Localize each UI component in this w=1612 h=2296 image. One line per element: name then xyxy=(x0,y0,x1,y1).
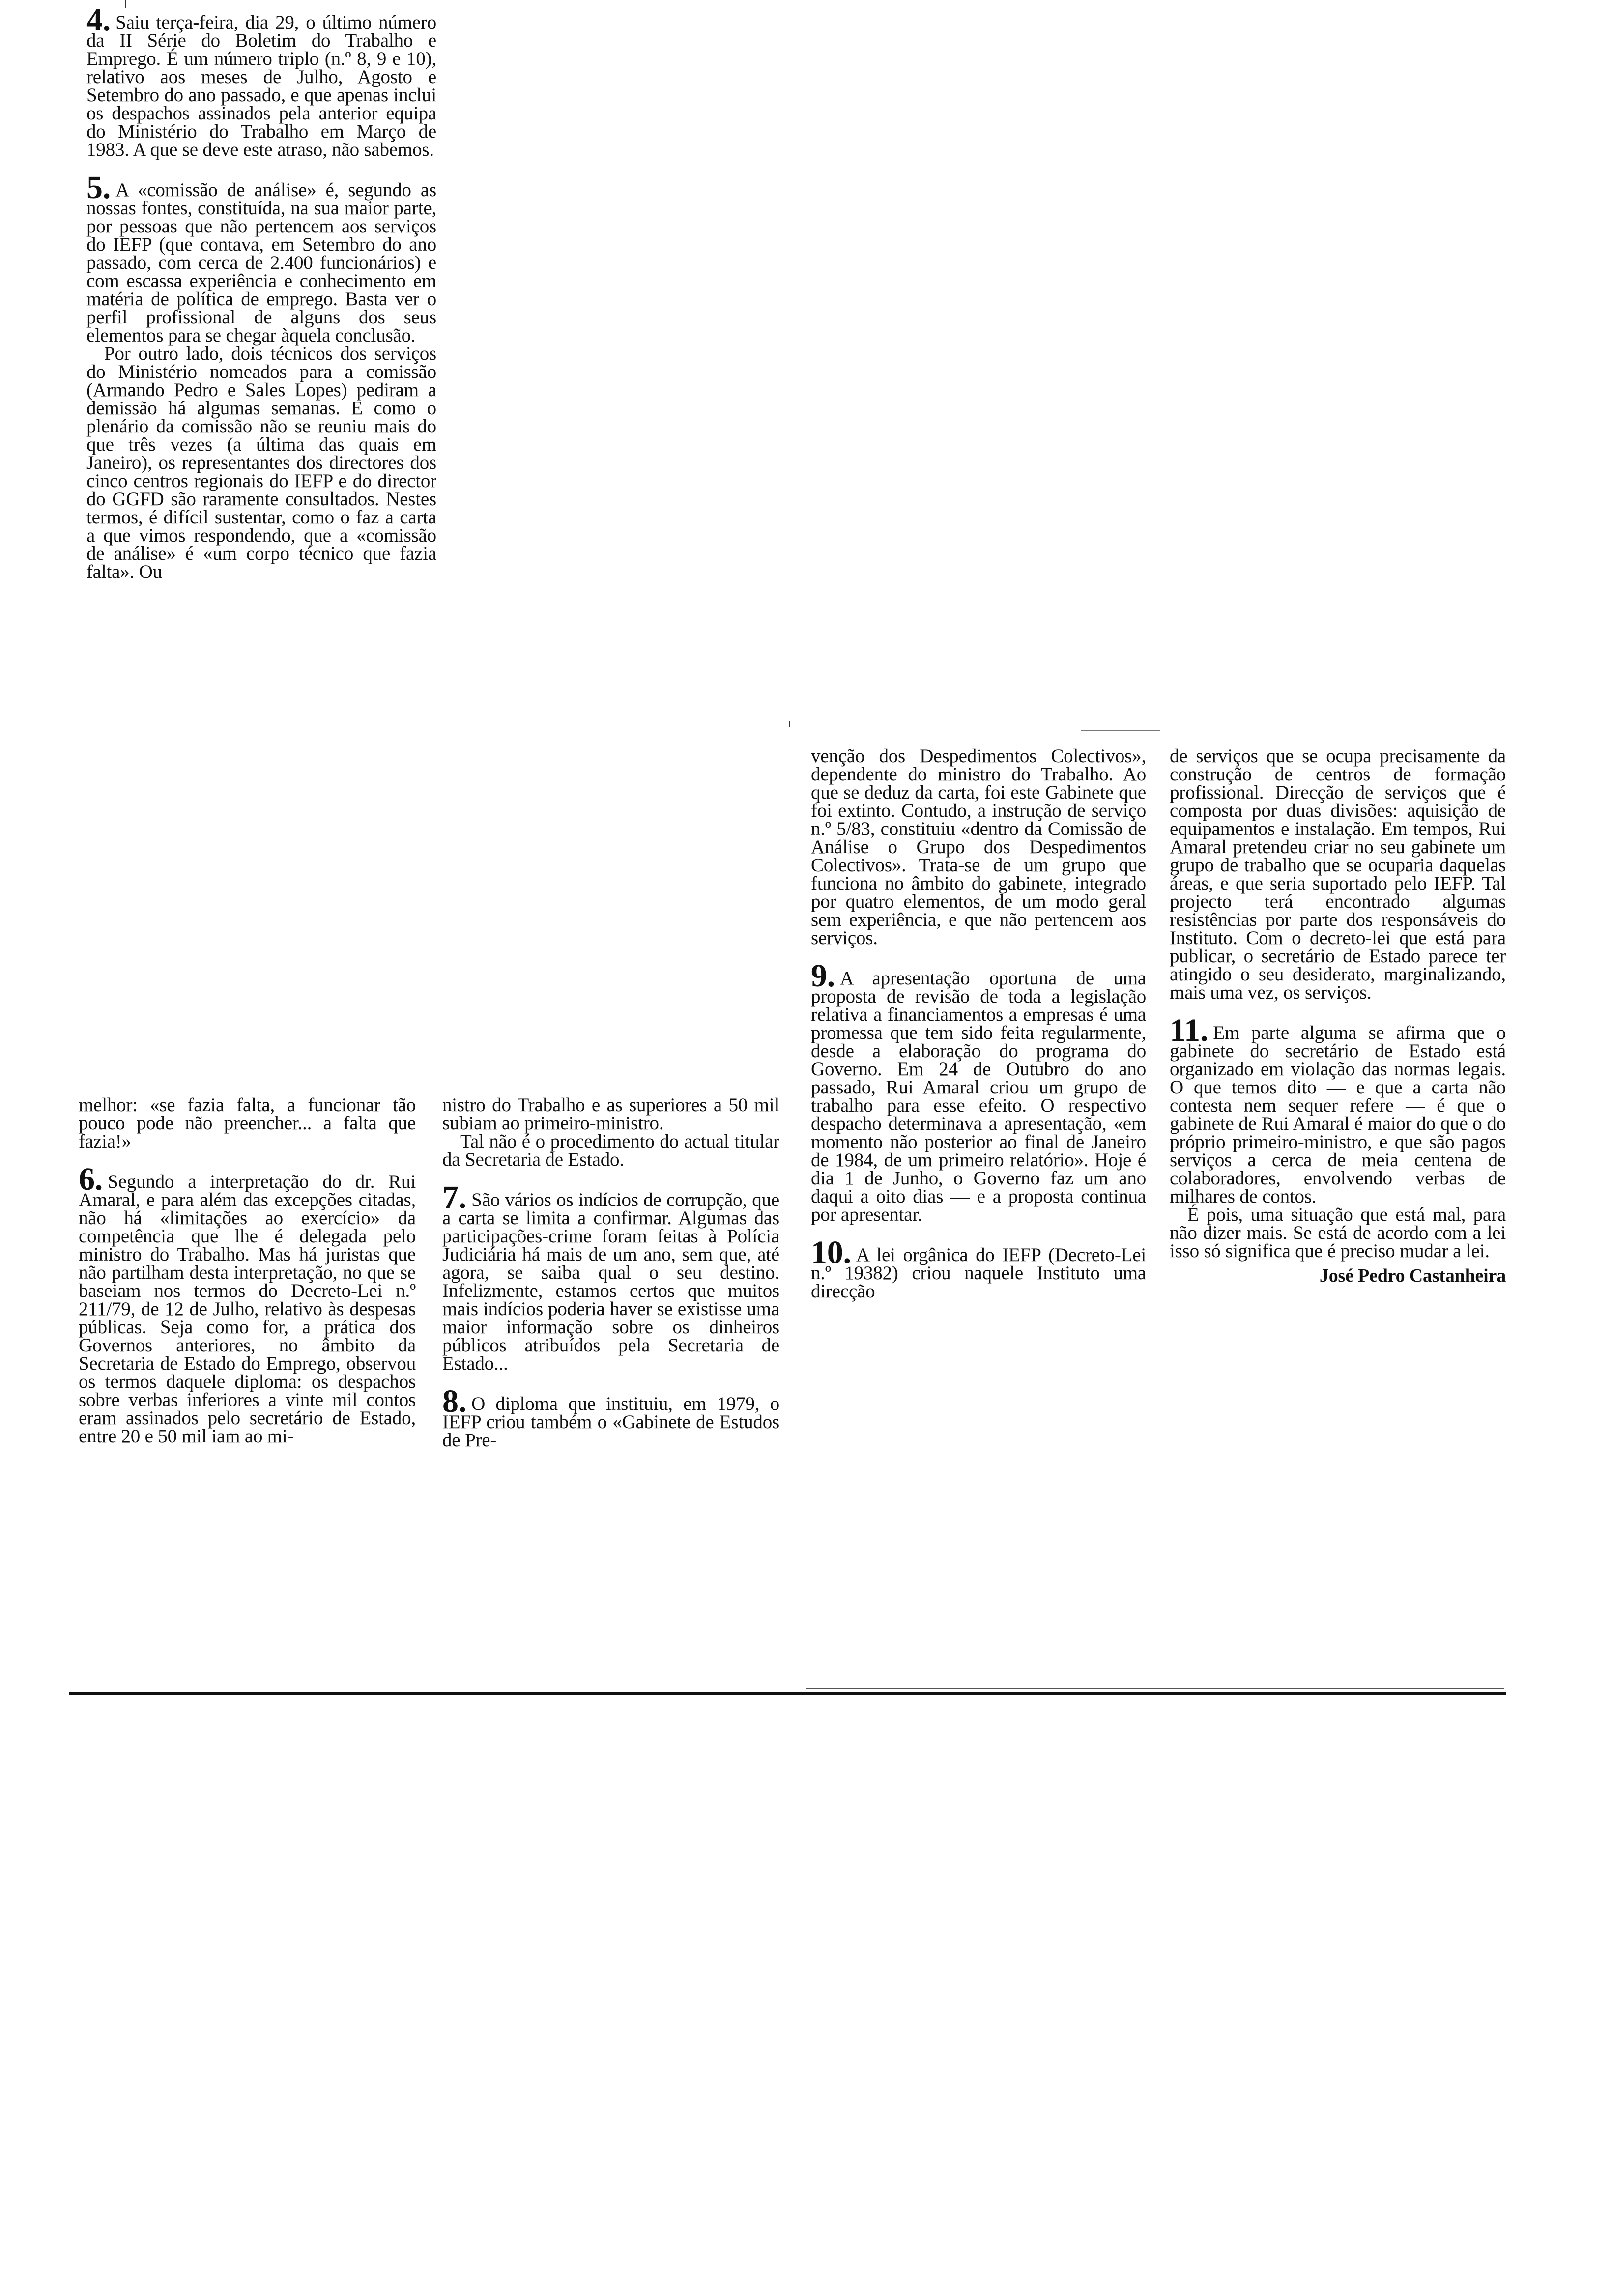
section-9 xyxy=(811,958,1146,1225)
continued-paragraph: de serviços que se ocupa precisamente da construção de centros de formação profissional. Direcção de serviços que é composta por duas divisões: aquisição de equipamentos e instalação. Em tempos, Rui Amaral pretendeu criar no seu gabinete um grupo de trabalho que se ocuparia daquelas áreas, e que seria suportado pelo IEFP. Tal projecto terá encontrado algumas resistências por parte dos responsáveis do Instituto. Com o decreto-lei que está para publicar, o secretário de Estado parece ter atingido o seu desiderato, marginalizando, mais uma vez, os serviços. xyxy=(1170,746,1506,1003)
section-text: O diploma que instituiu, em 1979, o IEFP criou também o «Gabinete de Estudos de Pre- xyxy=(442,1393,779,1451)
section-number: 7. xyxy=(442,1179,467,1215)
column-3 xyxy=(811,747,1146,1300)
section-number: 8. xyxy=(442,1383,467,1419)
section-number: 4. xyxy=(86,2,111,38)
section-6 xyxy=(79,1161,416,1447)
section-text: A apresentação oportuna de uma proposta de revisão de toda a legislação relativa a financiamentos a empresas é uma promessa que tem sido feita regularmente, desde a elaboração do programa do Governo. Em 24 de Outubro do ano passado, Rui Amaral criou um grupo de trabalho para esse efeito. O respectivo despacho determinava a apresentação, «em momento não posterior ao final de Janeiro de 1984, de um primeiro relatório». Hoje é dia 1 de Junho, o Governo faz um ano daqui a oito dias — e a proposta continua por apresentar. xyxy=(811,968,1146,1225)
section-paragraph xyxy=(86,170,436,346)
author-signature: José Pedro Castanheira xyxy=(1319,1265,1506,1286)
top-rule xyxy=(806,1688,1504,1689)
section-11 xyxy=(1170,1012,1506,1207)
section-number: 6. xyxy=(79,1161,103,1197)
bottom-rule xyxy=(69,1692,1506,1695)
section-text: A «comissão de análise» é, segundo as nossas fontes, constituída, na sua maior parte, por pessoas que não pertencem aos serviços do IEFP (que contava, em Setembro do ano passado, com cerca de 2.400 funcionários) e com escassa experiência e conhecimento em matéria de política de emprego. Basta ver o perfil profissional de alguns dos seus elementos para se chegar àquela conclusão. xyxy=(86,179,436,346)
print-mark xyxy=(125,0,126,8)
section-text: Segundo a interpretação do dr. Rui Amaral, e para além das excepções citadas, não há «limitações ao exercício» da competência que lhe é delegada pelo ministro do Trabalho. Mas há juristas que não partilham desta interpretação, no que se baseiam nos termos do Decreto-Lei n.º 211/79, de 12 de Julho, relativo às despesas públicas. Seja como for, a prática dos Governos anteriores, no âmbito da Secretaria de Estado do Emprego, observou os termos daquele diploma: os despachos sobre verbas inferiores a vinte mil contos eram assinados pelo secretário de Estado, entre 20 e 50 mil iam ao mi- xyxy=(79,1171,416,1447)
section-number: 10. xyxy=(811,1234,851,1270)
section-number: 11. xyxy=(1170,1012,1209,1048)
print-mark xyxy=(789,721,790,727)
continued-paragraph: nistro do Trabalho e as superiores a 50 mil subiam ao primeiro-ministro. xyxy=(442,1094,779,1134)
section-text: São vários os indícios de corrupção, que a carta se limita a confirmar. Algumas das participações-crime foram feitas à Polícia Judiciária há mais de um ano, sem que, até agora, se saiba qual o seu destino. Infelizmente, estamos certos que muitos mais indícios poderia haver se existisse uma maior informação sobre os dinheiros públicos atribuídos pela Secretaria de Estado... xyxy=(442,1189,779,1374)
section-7 xyxy=(442,1179,779,1374)
section-text: Saiu terça-feira, dia 29, o último número da II Série do Boletim do Trabalho e Emprego. É um número triplo (n.º 8, 9 e 10), relativo aos meses de Julho, Agosto e Setembro do ano passado, e que apenas inclui os despachos assinados pela anterior equipa do Ministério do Trabalho em Março de 1983. A que se deve este atraso, não sabemos. xyxy=(86,12,436,160)
continued-paragraph: melhor: «se fazia falta, a funcionar tão pouco pode não preencher... a falta que fazia!» xyxy=(79,1094,416,1152)
section-10 xyxy=(811,1234,1146,1302)
column-1-top xyxy=(86,2,436,582)
column-4 xyxy=(1170,747,1506,1285)
continued-paragraph-2: Tal não é o procedimento do actual titular da Secretaria de Estado. xyxy=(442,1131,779,1170)
section-4 xyxy=(86,2,436,160)
print-mark xyxy=(1081,730,1160,731)
section-number: 5. xyxy=(86,170,111,205)
closing-paragraph: É pois, uma situação que está mal, para não dizer mais. Se está de acordo com a lei isso só significa que é preciso mudar a lei. xyxy=(1170,1204,1506,1262)
section-text: Em parte alguma se afirma que o gabinete do secretário de Estado está organizado em violação das normas legais. O que temos dito — e que a carta não contesta nem sequer refere — é que o gabinete de Rui Amaral é maior do que o do próprio primeiro-ministro, e que são pagos serviços a cerca de meia centena de colaboradores, envolvendo verbas de milhares de contos. xyxy=(1170,1022,1506,1207)
continued-paragraph: venção dos Despedimentos Colectivos», dependente do ministro do Trabalho. Ao que se deduz da carta, foi este Gabinete que foi extinto. Contudo, a instrução de serviço n.º 5/83, constituiu «dentro da Comissão de Análise o Grupo dos Despedimentos Colectivos». Trata-se de um grupo que funciona no âmbito do gabinete, integrado por quatro elementos, de um modo geral sem experiência, e que não pertencem aos serviços. xyxy=(811,746,1146,948)
section-text: A lei orgânica do IEFP (Decreto-Lei n.º 19382) criou naquele Instituto uma direcção xyxy=(811,1244,1146,1302)
section-paragraph: Por outro lado, dois técnicos dos serviços do Ministério nomeados para a comissão (Armando Pedro e Sales Lopes) pediram a demissão há algumas semanas. E como o plenário da comissão não se reuniu mais do que três vezes (a última das quais em Janeiro), os representantes dos directores dos cinco centros regionais do IEFP e do director do GGFD são raramente consultados. Nestes termos, é difícil sustentar, como o faz a carta a que vimos respondendo, que a «comissão de análise» é «um corpo técnico que fazia falta». Ou xyxy=(86,343,436,582)
column-1-bottom xyxy=(79,1096,416,1445)
section-8 xyxy=(442,1383,779,1451)
section-number: 9. xyxy=(811,958,835,994)
column-2 xyxy=(442,1096,779,1449)
section-5 xyxy=(86,170,436,582)
